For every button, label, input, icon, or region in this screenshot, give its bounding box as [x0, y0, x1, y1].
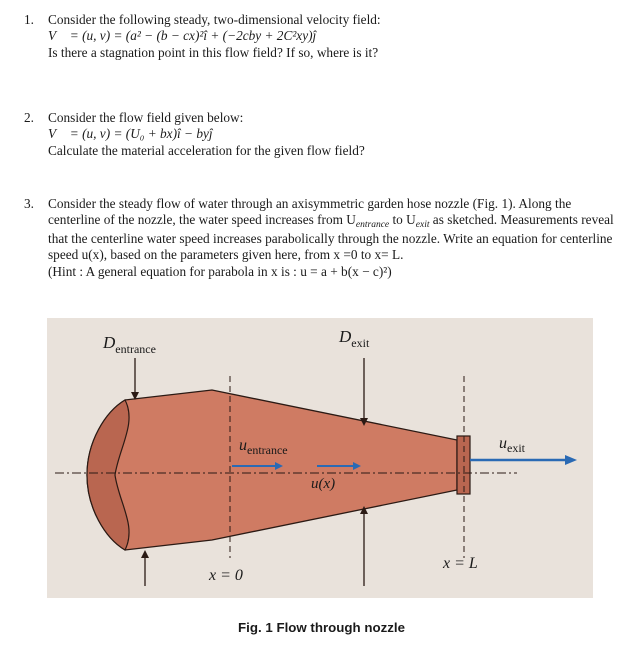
x-l-label: x = L: [443, 555, 478, 572]
question-2: [24, 110, 624, 162]
question-number: 3.: [24, 196, 34, 211]
velocity-equation: V⃗ = (u, v) = (a² − (b − cx)²î + (−2cby + 2C²xy)ĵ: [48, 28, 317, 44]
figure-caption: Fig. 1 Flow through nozzle: [238, 620, 405, 635]
question-text: Consider the flow field given below:: [48, 110, 244, 125]
u-exit-label: $u_{exit}$: [499, 435, 525, 455]
u-entrance-label: $u_{entrance}$: [239, 437, 288, 457]
nozzle-diagram: [47, 318, 593, 598]
nozzle-figure: [47, 318, 593, 598]
d-entrance-label: $D_{entrance}$: [103, 333, 156, 356]
question-text: Consider the steady flow of water through an axisymmetric garden hose nozzle (Fig. 1). Along the centerline of the nozzle, the water speed increases from $U_{entrance}$ to $U_{exit}$ as sketched. Measurements reveal that the centerline water speed increases parabolically through the nozzle. Write an equation for centerline speed u(x), based on the parameters given here, from x =0 to x= L.: [48, 196, 614, 263]
nozzle-exit-collar: [457, 436, 470, 494]
velocity-equation: V⃗ = (u, v) = (U₀ + bx)î − byĵ: [48, 126, 213, 142]
question-number: 2.: [24, 110, 34, 125]
question-text: Calculate the material acceleration for the given flow field?: [48, 142, 365, 158]
hint-text: (Hint : A general equation for parabola in x is : u = a + b(x − c)²): [48, 263, 392, 279]
question-number: 1.: [24, 12, 34, 27]
question-text: Is there a stagnation point in this flow field? If so, where is it?: [48, 44, 379, 60]
nozzle-body: [87, 390, 457, 550]
question-text: Consider the following steady, two-dimensional velocity field:: [48, 12, 381, 27]
d-entrance-arrowhead-bottom: [141, 550, 149, 558]
u-x-label: u(x): [311, 476, 336, 492]
question-3: [24, 196, 624, 306]
question-1: [24, 12, 624, 64]
flow-arrowhead-exit: [565, 455, 577, 465]
d-exit-label: $D_{exit}$: [339, 327, 370, 350]
x-zero-label: x = 0: [209, 567, 243, 584]
